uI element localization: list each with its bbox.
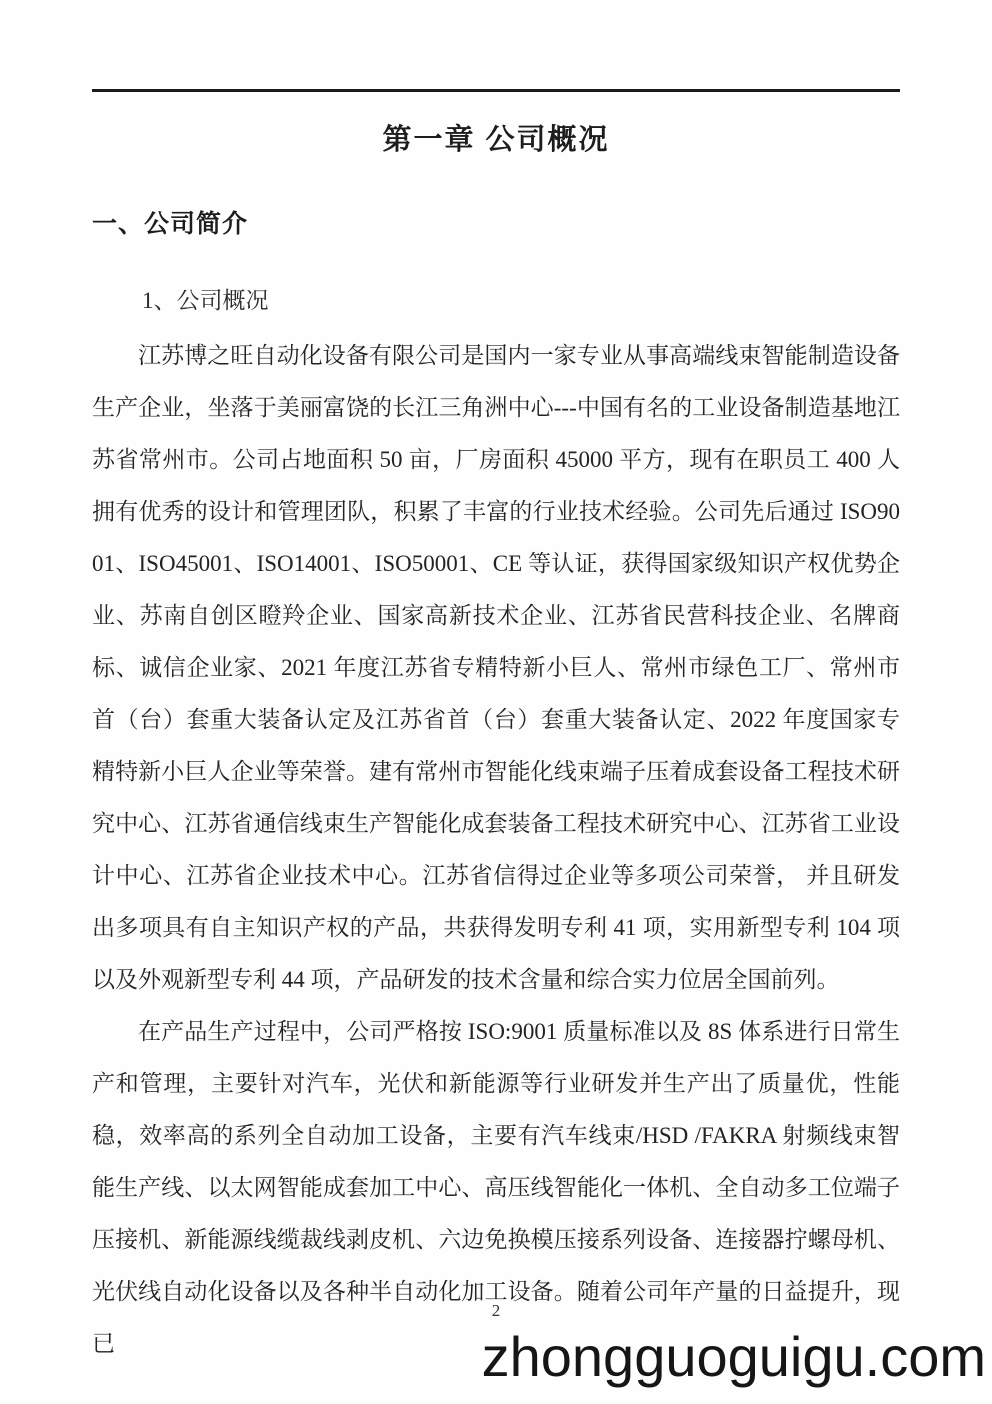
page-content	[92, 89, 900, 1370]
page-number: 2	[491, 1301, 501, 1320]
chapter-title: 第一章 公司概况	[382, 124, 610, 156]
paragraph-production-process: 在产品生产过程中，公司严格按 ISO:9001 质量标准以及 8S 体系进行日常生产和管理，主要针对汽车，光伏和新能源等行业研发并生产出了质量优，性能稳，效率高的系列全自动加工设备，主要有汽车线束/HSD /FAKRA 射频线束智能生产线、以太网智能成套加工中心、高压线智能化一体机、全自动多工位端子压接机、新能源线缆裁线剥皮机、六边免换模压接系列设备、连接器拧螺母机、光伏线自动化设备以及各种半自动化加工设备。随着公司年产量的日益提升，现已	[92, 1019, 900, 1356]
paragraph-company-overview: 江苏博之旺自动化设备有限公司是国内一家专业从事高端线束智能制造设备生产企业，坐落于美丽富饶的长江三角洲中心---中国有名的工业设备制造基地江苏省常州市。公司占地面积 50 亩，厂房面积 45000 平方，现有在职员工 400 人拥有优秀的设计和管理团队，积累了丰富的行业技术经验。公司先后通过 ISO9001、ISO45001、ISO14001、ISO50001、CE 等认证，获得国家级知识产权优势企业、苏南自创区瞪羚企业、国家高新技术企业、江苏省民营科技企业、名牌商标、诚信企业家、2021 年度江苏省专精特新小巨人、常州市绿色工厂、常州市首（台）套重大装备认定及江苏省首（台）套重大装备认定、2022 年度国家专精特新小巨人企业等荣誉。建有常州市智能化线束端子压着成套设备工程技术研究中心、江苏省通信线束生产智能化成套装备工程技术研究中心、江苏省工业设计中心、江苏省企业技术中心。江苏省信得过企业等多项公司荣誉， 并且研发出多项具有自主知识产权的产品，共获得发明专利 41 项，实用新型专利 104 项以及外观新型专利 44 项，产品研发的技术含量和综合实力位居全国前列。	[92, 343, 900, 992]
watermark: zhongguoguigu.com	[481, 1325, 986, 1388]
body-text	[92, 330, 900, 1370]
section-heading: 一、公司简介	[92, 210, 249, 238]
header-rule	[92, 89, 900, 92]
subsection-heading: 1、公司概况	[142, 288, 269, 313]
